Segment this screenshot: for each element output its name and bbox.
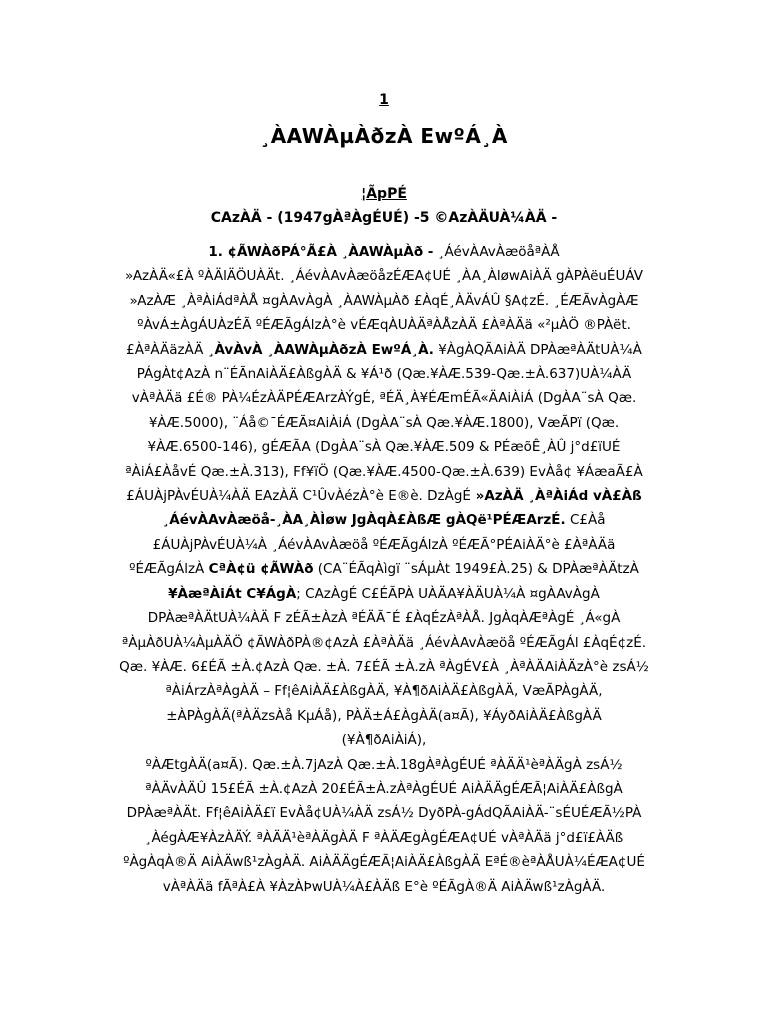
body-text: (CA¨ÉÃqÀìgï ¨sÁµÀt 1949£À.25) & DPÀæªÀÄtzÀ: [313, 561, 639, 578]
body-line: ¥ÀÆ.5000), ¨Áå©¯ÉÆÃ¤AiÀiÁ (DgÀA¨sÀ Qæ.¥ÀÆ.1800), VæÃPï (Qæ.: [148, 414, 620, 431]
body-line: ªÀiÁ£ÀåvÉ Qæ.±À.313), Ff¥ïÖ (Qæ.¥ÀÆ.4500-Qæ.±À.639) EvÀå¢ ¥ÁæaÃ£À: [125, 463, 643, 480]
body-line: ¸ÀégÀÆ¥ÀzÀÄÝ. ªÀÄÄ¹èªÀÄgÀÄ F ªÀÄÆgÀgÉÆA¢UÉ vÀªÀÄä j°d£ï£ÀÄß: [144, 829, 624, 846]
subsection-heading: 1. ¢ÃWÀðPÁ°Ã£À ¸ÀAWÀµÀð -: [208, 244, 434, 260]
body-line: PÁgÀt¢AzÀ n¨ÉÃnAiÀÄ£ÀßgÀÄ & ¥Á¹ð (Qæ.¥ÀÆ.539-Qæ.±À.637)UÀ¼ÀÄ: [136, 366, 632, 383]
body-line: ±ÀPÀgÀÄ(ªÀÄzsÀå KµÁå), PÀÄ±Á£ÀgÀÄ(a¤Ã), ¥ÁyðAiÀÄ£ÀßgÀÄ: [166, 707, 602, 724]
body-text: £ÁUÀjPÀvÉUÀ¼ÀÄ EAzÀÄ C¹ÛvÀézÀ°è E®è. DzÀgÉ: [126, 488, 471, 505]
body-line: ªÀiÁrzÀªÀgÀÄ – Ff¦êAiÀÄ£ÀßgÀÄ, ¥À¶ðAiÀÄ£ÀßgÀÄ, VæÃPÀgÀÄ,: [165, 683, 603, 700]
page-number: 1: [379, 92, 389, 108]
section-subheading: CAzÀÄ - (1947gÀªÀgÉUÉ) -5 ©AzÀÄUÀ¼ÀÄ -: [210, 210, 558, 226]
body-line: [110, 484, 658, 508]
body-line: DPÀæªÀÄt. Ff¦êAiÀÄ£ï EvÀå¢UÀ¼ÀÄ zsÁ½ DyðPÀ-gÁdQÃAiÀÄ-¨sÉUÉÆÃ½PÀ: [126, 805, 642, 822]
section-heading: ¦ÃpPÉ: [361, 186, 407, 202]
bold-phrase: ¥ÀæªÀiÁt C¥ÁgÀ: [168, 585, 297, 602]
body-text: ¥ÀgÀQÃAiÀÄ DPÀæªÀÄtUÀ¼À: [433, 341, 642, 358]
body-line: ºÀÆtgÀÄ(a¤Ã). Qæ.±À.7jAzÀ Qæ.±À.18gÀªÀgÉUÉ ªÀÄÄ¹èªÀÄgÀ zsÁ½: [145, 756, 623, 773]
body-line: [110, 508, 658, 532]
body-line: ºÀvÁ±ÀgÁUÀzÉÃ ºÉÆÃgÁlzÀ°è vÉÆqÀUÀÄªÀÅzÀÄ £ÀªÀÄä «²µÀÖ ®PÀët.: [137, 317, 631, 334]
body-line: DPÀæªÀÄtUÀ¼ÀÄ F zÉÃ±ÀzÀ ªÉÄÃ¯É £ÀqÉzÀªÀÅ. JgÀqÀÆªÀgÉ ¸Á«gÀ: [147, 610, 621, 627]
body-text: ºÉÆÃgÁlzÀ: [129, 561, 209, 578]
body-line: [110, 582, 658, 606]
body-line: vÀªÀÄä fÃªÀ£À ¥ÀzÀÞwUÀ¼À£ÀÄß E°è ºÉÃgÀ®Ä AiÀÄwß¹zÀgÀÄ.: [162, 878, 606, 895]
body-line: (¥À¶ðAiÀiÁ),: [341, 732, 427, 749]
bold-phrase: ¸ÀvÀvÀ ¸ÀAWÀµÀðzÀ EwºÁ¸À.: [207, 341, 434, 358]
body-line: »AzÀÄ«£À ºÀÄlÄÖUÀÄt. ¸ÁévÀAvÀæöåzÉÆA¢UÉ ¸ÀA¸ÀløwAiÀÄ gÀPÀëuÉUÁV: [125, 268, 643, 285]
body-line: ªÀÄvÀÄÛ 15£ÉÃ ±À.¢AzÀ 20£ÉÃ±À.zÀªÀgÉUÉ AiÀÄÄgÉÆÃ¦AiÀÄ£ÀßgÀ: [145, 780, 623, 797]
bold-phrase: »AzÀÄ ¸ÀªÀiÁd vÀ£Àß: [470, 488, 642, 505]
body-line: ºÀgÀqÀ®Ä AiÀÄwß¹zÀgÀÄ. AiÀÄÄgÉÆÃ¦AiÀÄ£ÀßgÀÄ EªÉ®èªÀÅUÀ¼ÉÆA¢UÉ: [123, 854, 645, 871]
body-line: vÀªÀÄä £É® PÀ¼ÉzÀÄPÉÆArzÀÝgÉ, ªÉÄ¸À¥ÉÆmÉÃ«ÄAiÀiÁ (DgÀA¨sÀ Qæ.: [131, 390, 637, 407]
body-line: ¥ÀÆ.6500-146), gÉÆÃA (DgÀA¨sÀ Qæ.¥ÀÆ.509 & PÉæõÊ¸ÀÛ j°d£ïUÉ: [147, 439, 621, 456]
body-paragraph: [110, 240, 658, 899]
body-line: [110, 240, 658, 264]
body-text: C£Àå: [565, 512, 606, 529]
bold-phrase: CªÀ¢ü ¢ÃWÀð: [208, 561, 314, 578]
body-line: £ÁUÀjPÀvÉUÀ¼À ¸ÁévÀAvÀæöå ºÉÆÃgÁlzÀ ºÉÆÃ°PÉAiÀÄ°è £ÀªÀÄä: [152, 536, 616, 553]
body-line: ªÀµÀðUÀ¼ÀµÀÄÖ ¢ÃWÀðPÀ®¢AzÀ £ÀªÀÄä ¸ÁévÀAvÀæöå ºÉÆÃgÁl £ÀqÉ¢zÉ.: [121, 634, 647, 651]
body-text: ; CAzÀgÉ C£ÉÃPÀ UÀÄA¥ÀÄUÀ¼À ¤gÀAvÀgÀ: [296, 585, 600, 602]
body-line: [110, 338, 658, 362]
bold-phrase: ¸ÁévÀAvÀæöå-¸ÀA¸ÀÌøw JgÀqÀ£ÀßÆ gÀQë¹PÉÆArzÉ.: [162, 512, 566, 529]
body-text: £ÀªÀÄäzÀÄ: [126, 341, 204, 358]
body-line: »AzÀÆ ¸ÀªÀiÁdªÀÅ ¤gÀAvÀgÀ ¸ÀAWÀµÀð £ÀqÉ¸ÀÄvÁÛ §A¢zÉ. ¸ÉÆÃvÀgÀÆ: [129, 292, 639, 309]
chapter-title: ¸ÀAWÀµÀðzÀ EwºÁ¸À: [260, 124, 508, 148]
body-line: [110, 557, 658, 581]
body-text: ¸ÁévÀAvÀæöåªÀÅ: [433, 244, 560, 260]
body-line: Qæ. ¥ÀÆ. 6£ÉÃ ±À.¢AzÀ Qæ. ±À. 7£ÉÃ ±À.zÀ ªÀgÉV£À ¸ÀªÀÄAiÀÄzÀ°è zsÁ½: [119, 658, 649, 675]
